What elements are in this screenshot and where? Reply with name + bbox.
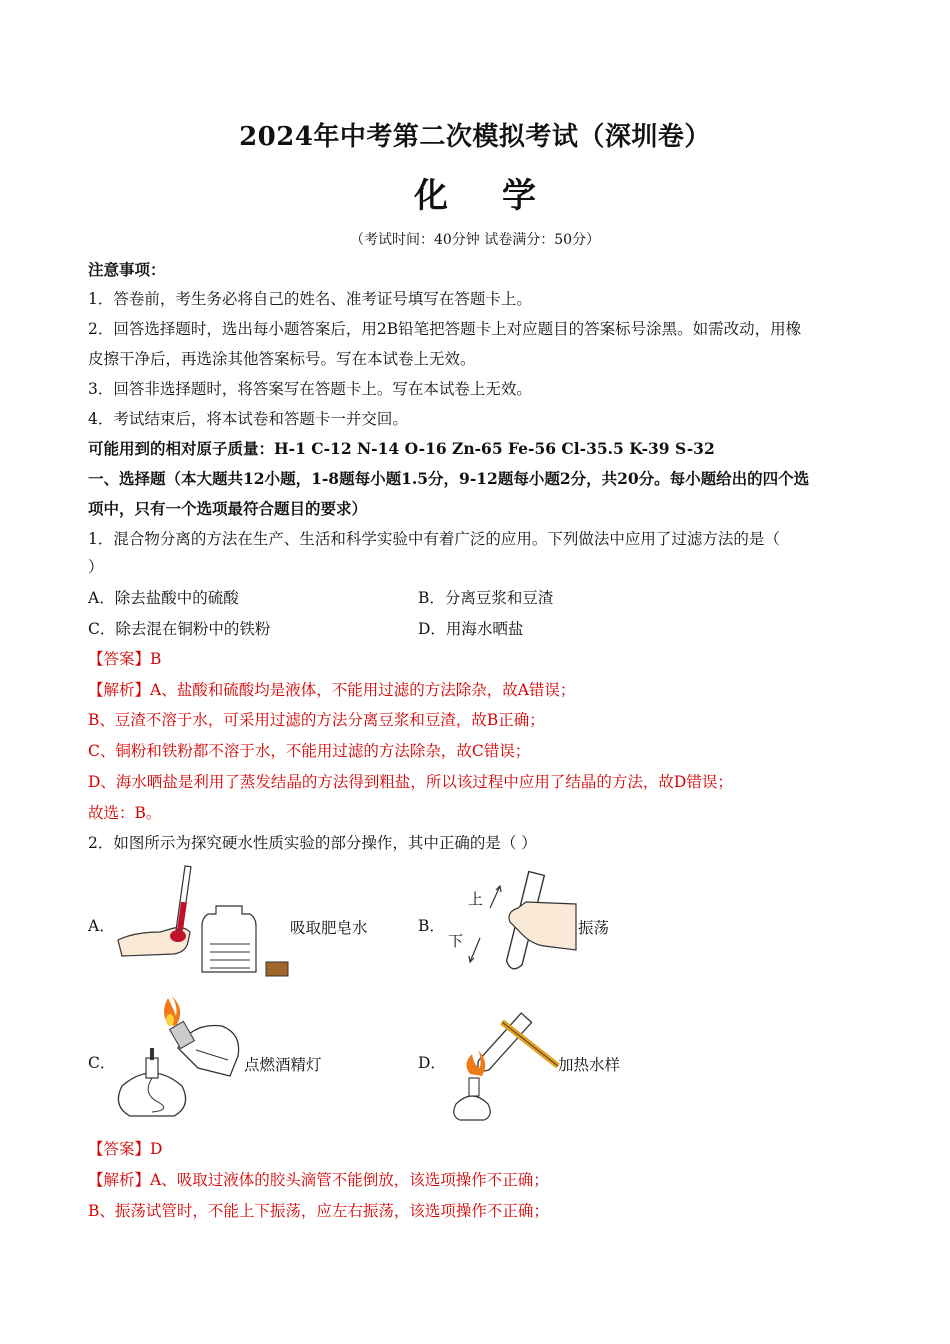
subject-title: 化学 [414, 176, 590, 216]
exam-meta: （考试时间：40分钟 试卷满分：50分） [349, 232, 601, 248]
q1-analysis: C、铜粉和铁粉都不溶于水，不能用过滤的方法除杂，故C错误； [88, 742, 531, 760]
q1-answer: 【答案】B [88, 650, 162, 668]
notice-item: 3．回答非选择题时，将答案写在答题卡上。写在本试卷上无效。 [88, 380, 532, 398]
section-heading: 一、选择题（本大题共12小题，1-8题每小题1.5分，9-12题每小题2分，共20分。每小题给出的四个选 [88, 469, 810, 488]
q2-analysis: 【解析】A、吸取过液体的胶头滴管不能倒放，该选项操作不正确； [88, 1171, 549, 1189]
test-tube-shaking-figure [440, 868, 580, 982]
section-heading-cont: 项中，只有一个选项最符合题目的要求） [88, 499, 368, 518]
q2-answer: 【答案】D [88, 1140, 163, 1158]
q2-option-c-letter: C． [88, 1054, 116, 1072]
q1-option-c: C．除去混在铜粉中的铁粉 [88, 620, 271, 638]
dropper-inverted-figure [114, 862, 300, 980]
notice-heading: 注意事项： [88, 260, 166, 279]
notice-item: 4．考试结束后，将本试卷和答题卡一并交回。 [88, 410, 408, 428]
lamp-lighting-figure [112, 994, 246, 1122]
atomic-masses: 可能用到的相对原子质量：H-1 C-12 N-14 O-16 Zn-65 Fe-56 Cl-35.5 K-39 S-32 [88, 439, 715, 458]
notice-item: 皮擦干净后，再选涂其他答案标号。写在本试卷上无效。 [88, 350, 476, 368]
q2-down-label: 下 [448, 932, 464, 950]
q1-analysis: 故选：B。 [88, 804, 162, 822]
exam-title: 2024年中考第二次模拟考试（深圳卷） [239, 122, 711, 152]
q2-option-a-letter: A． [88, 917, 115, 935]
q2-analysis: B、振荡试管时，不能上下振荡，应左右振荡，该选项操作不正确； [88, 1202, 549, 1220]
q2-option-d-caption: 加热水样 [558, 1056, 621, 1074]
q1-analysis: 【解析】A、盐酸和硫酸均是液体，不能用过滤的方法除杂，故A错误； [88, 681, 576, 699]
q1-analysis: D、海水晒盐是利用了蒸发结晶的方法得到粗盐，所以该过程中应用了结晶的方法，故D错误； [88, 773, 733, 791]
notice-item: 1．答卷前，考生务必将自己的姓名、准考证号填写在答题卡上。 [88, 290, 532, 308]
q2-option-a-caption: 吸取肥皂水 [290, 919, 368, 937]
q1-analysis: B、豆渣不溶于水，可采用过滤的方法分离豆浆和豆渣，故B正确； [88, 711, 545, 729]
q2-stem: 2．如图所示为探究硬水性质实验的部分操作，其中正确的是（ ） [88, 834, 537, 852]
heating-water-figure [442, 998, 562, 1122]
notice-item: 2．回答选择题时，选出每小题答案后，用2B铅笔把答题卡上对应题目的答案标号涂黑。如需改动，用橡 [88, 320, 802, 338]
q2-option-c-caption: 点燃酒精灯 [244, 1056, 322, 1074]
q2-up-label: 上 [468, 890, 484, 908]
q1-option-a: A．除去盐酸中的硫酸 [88, 589, 239, 607]
q1-stem: 1．混合物分离的方法在生产、生活和科学实验中有着广泛的应用。下列做法中应用了过滤方法的是（ [88, 530, 780, 548]
q2-option-b-letter: B． [418, 917, 445, 935]
q1-stem-cont: ） [88, 558, 104, 576]
q2-option-d-letter: D． [418, 1054, 446, 1072]
q1-option-d: D．用海水晒盐 [418, 620, 524, 638]
q1-option-b: B．分离豆浆和豆渣 [418, 589, 554, 607]
q2-option-b-caption: 振荡 [578, 919, 610, 937]
